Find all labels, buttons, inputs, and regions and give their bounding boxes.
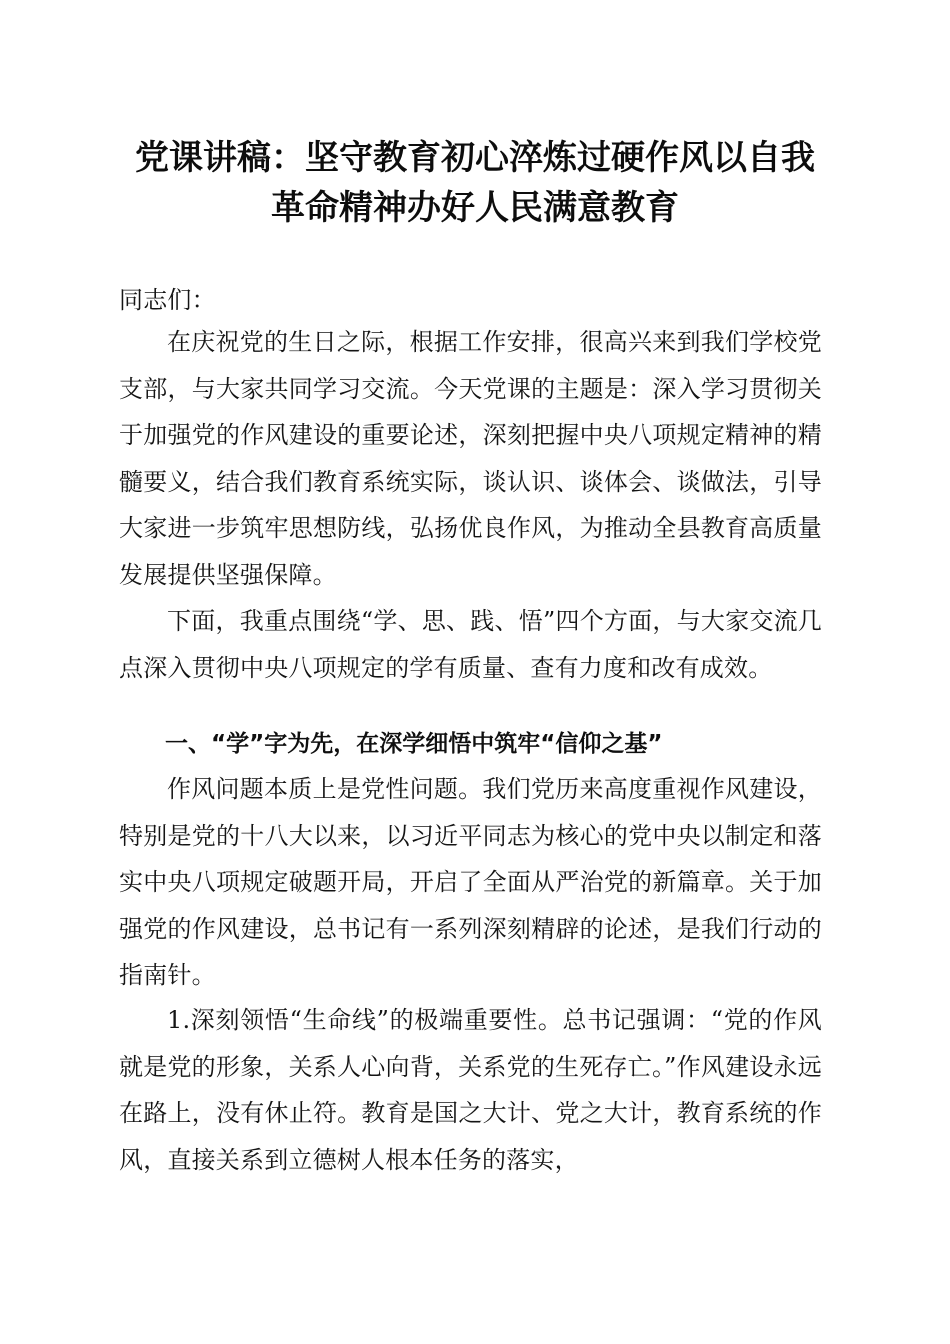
- paragraph-section1-body: 作风问题本质上是党性问题。我们党历来高度重视作风建设，特别是党的十八大以来，以习近平同志为核心的党中央以制定和落实中央八项规定破题开局，开启了全面从严治党的新篇章。关于加强党的作风建设，总书记有一系列深刻精辟的论述，是我们行动的指南针。: [119, 775, 822, 990]
- paragraph-intro: 在庆祝党的生日之际，根据工作安排，很高兴来到我们学校党支部，与大家共同学习交流。今天党课的主题是：深入学习贯彻关于加强党的作风建设的重要论述，深刻把握中央八项规定精神的精髓要义，结合我们教育系统实际，谈认识、谈体会、谈做法，引导大家进一步筑牢思想防线，弘扬优良作风，为推动全县教育高质量发展提供坚强保障。: [119, 328, 822, 589]
- greeting: 同志们：: [119, 286, 216, 314]
- paragraph-section1-point1: 1.深刻领悟“生命线”的极端重要性。总书记强调：“党的作风就是党的形象，关系人心向背，关系党的生死存亡。”作风建设永远在路上，没有休止符。教育是国之大计、党之大计，教育系统的作风，直接关系到立德树人根本任务的落实，: [119, 1006, 822, 1174]
- document-title-line-2: 革命精神办好人民满意教育: [271, 188, 679, 228]
- document-title-line-1: 党课讲稿：坚守教育初心淬炼过硬作风以自我: [135, 138, 815, 178]
- section-heading-1: 一、“学”字为先，在深学细悟中筑牢“信仰之基”: [165, 731, 663, 757]
- paragraph-overview: 下面，我重点围绕“学、思、践、悟”四个方面，与大家交流几点深入贯彻中央八项规定的学有质量、查有力度和改有成效。: [119, 607, 822, 682]
